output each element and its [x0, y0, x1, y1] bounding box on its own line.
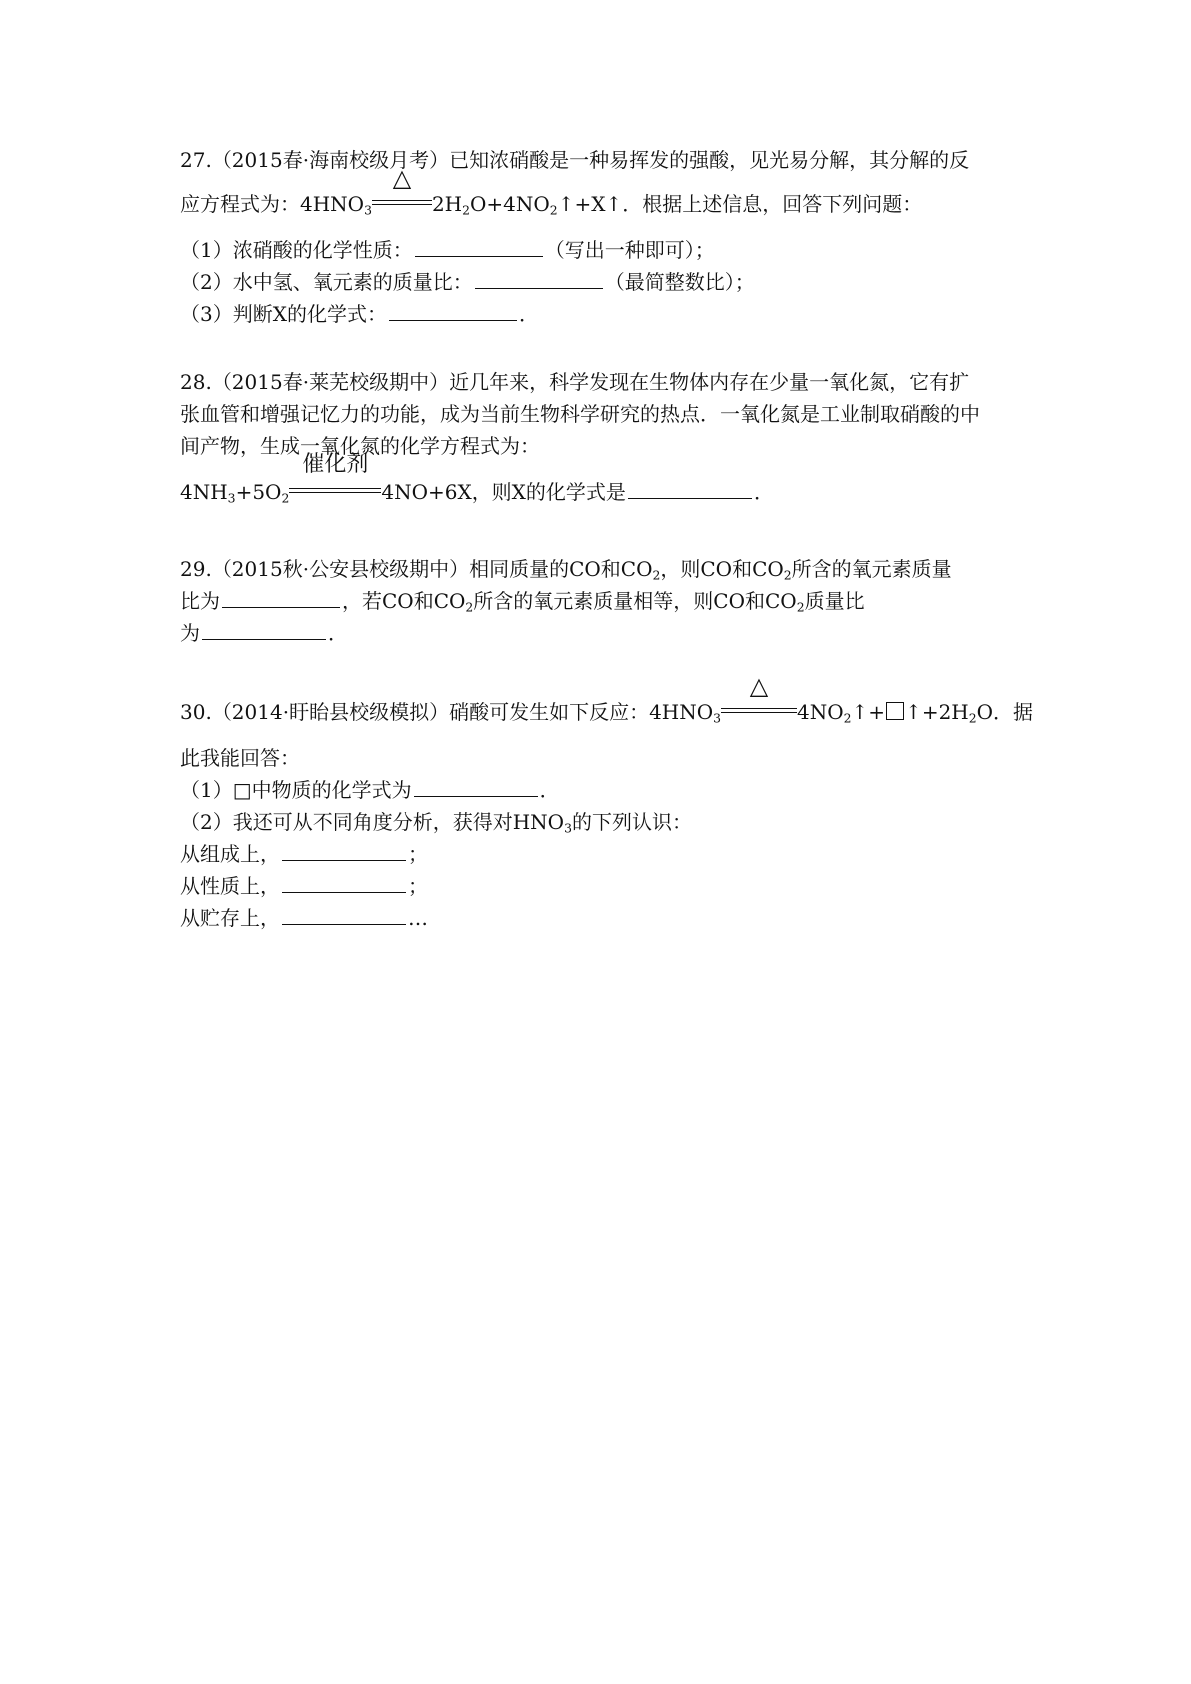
- question-intro: 已知浓硝酸是一种易挥发的强酸，见光易分解，其分解的反: [449, 148, 970, 172]
- q30-aspect-property: 从性质上， ；: [180, 874, 428, 898]
- heat-condition: [372, 163, 432, 211]
- question-number: 30.: [180, 700, 212, 724]
- triangle-icon: △: [392, 163, 412, 192]
- q27-part-2: （2）水中氢、氧元素的质量比： （最简整数比）；: [180, 270, 755, 294]
- q30-aspect-storage: 从贮存上， …: [180, 906, 428, 930]
- answer-blank[interactable]: [282, 904, 406, 925]
- triangle-icon: △: [749, 671, 769, 700]
- answer-blank[interactable]: [202, 619, 326, 640]
- question-source: （2014·盱眙县校级模拟）: [211, 700, 450, 724]
- question-28: [180, 366, 1020, 514]
- equation-reactants: $4NH_3+5O_2$: [180, 480, 290, 506]
- q29-line-2: 比为 ，若CO和$CO_2$所含的氧元素质量相等，则CO和$CO_2$质量比: [180, 589, 865, 615]
- answer-blank[interactable]: [475, 268, 603, 289]
- answer-blank[interactable]: [282, 840, 406, 861]
- q30-line-2: 此我能回答：: [180, 746, 300, 770]
- q27-parts: [180, 234, 1020, 330]
- q27-part-1: （1）浓硝酸的化学性质： （写出一种即可）；: [180, 238, 715, 262]
- q27-line-1: [180, 144, 1020, 176]
- question-27: [180, 144, 1020, 330]
- question-number: 27.: [180, 148, 212, 172]
- heat-condition: [721, 671, 797, 719]
- answer-blank[interactable]: [389, 300, 517, 321]
- equation-products: 4NO+6X: [381, 480, 472, 504]
- catalyst-label: 催化剂: [302, 451, 369, 477]
- catalyst-condition: [289, 451, 381, 499]
- q27-equation-line: 应方程式为：$4HNO_3$ △ $2H_2O+4NO_2↑+X↑$．根据上述信息，回答下列问题：: [180, 163, 923, 218]
- answer-blank[interactable]: [414, 776, 538, 797]
- q28-line-1: 28.（2015春·莱芜校级期中）近几年来，科学发现在生物体内存在少量一氧化氮，它有扩: [180, 370, 970, 394]
- q30-aspect-composition: 从组成上， ；: [180, 842, 428, 866]
- answer-blank[interactable]: [222, 587, 340, 608]
- q29-line-1: 29.（2015秋·公安县校级期中）相同质量的CO和$CO_2$，则CO和$CO_2$所含的氧元素质量: [180, 557, 952, 583]
- equation-reactant: $4HNO_3$: [649, 700, 722, 726]
- unknown-box-icon: [886, 702, 904, 720]
- q30-part-2: （2）我还可从不同角度分析，获得对$HNO_3$的下列认识：: [180, 810, 692, 836]
- question-30: [180, 671, 1034, 934]
- question-29: [180, 553, 1020, 649]
- q27-part-3: （3）判断X的化学式： ．: [180, 302, 539, 326]
- answer-blank[interactable]: [628, 478, 752, 499]
- question-source: （2015春·莱芜校级期中）: [211, 370, 450, 394]
- equation-products: $4NO_2↑+$ $↑+2H_2O$: [797, 700, 994, 726]
- question-number: 29.: [180, 557, 212, 581]
- question-number: 28.: [180, 370, 212, 394]
- q28-equation-line: $4NH_3+5O_2$ 催化剂 4NO+6X，则X的化学式是 ．: [180, 451, 774, 506]
- equation-products: $2H_2O+4NO_2↑+X↑$: [431, 192, 623, 218]
- q29-line-3: 为 ．: [180, 621, 348, 645]
- q28-line-2: 张血管和增强记忆力的功能，成为当前生物科学研究的热点．一氧化氮是工业制取硝酸的中: [180, 402, 980, 426]
- answer-blank[interactable]: [282, 872, 406, 893]
- q30-part-1: （1）□中物质的化学式为 ．: [180, 778, 560, 802]
- answer-blank[interactable]: [415, 236, 543, 257]
- question-source: （2015秋·公安县校级期中）: [211, 557, 470, 581]
- q30-equation-line: 30.（2014·盱眙县校级模拟）硝酸可发生如下反应：$4HNO_3$ △ $4NO_2↑+$ $↑+2H_2O$．据: [180, 671, 1034, 726]
- equation-reactant: $4HNO_3$: [300, 192, 372, 218]
- q28-line-3: 间产物，生成一氧化氮的化学方程式为：: [180, 434, 540, 458]
- question-source: （2015春·海南校级月考）: [211, 148, 450, 172]
